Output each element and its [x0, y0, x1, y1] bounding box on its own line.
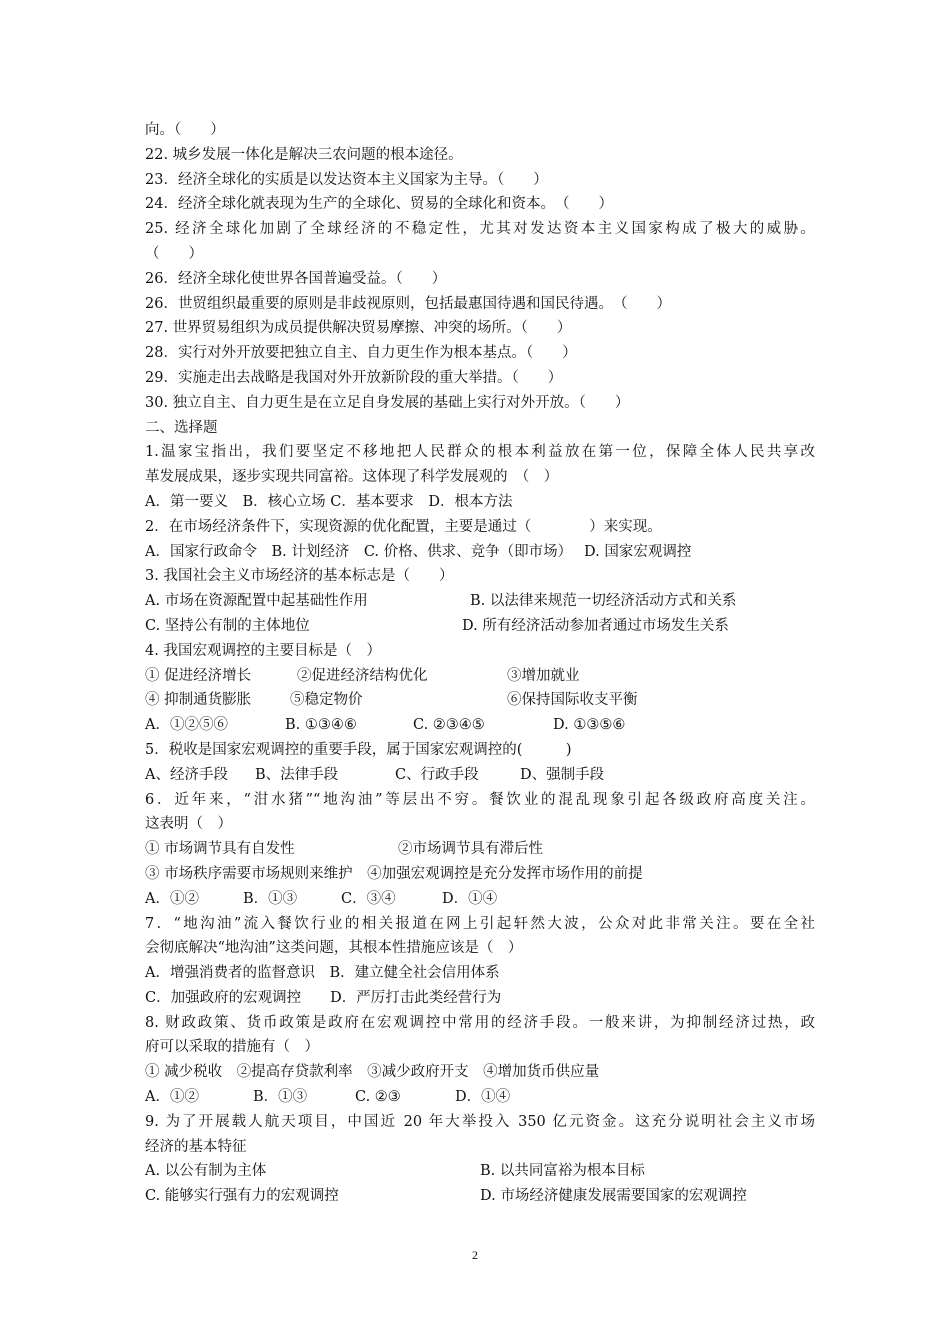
- statement: ③增加就业: [507, 667, 580, 684]
- text-line: 29．实施走出去战略是我国对外开放新阶段的重大举措。（ ）: [145, 369, 563, 386]
- options-line: A．国家行政命令 B. 计划经济 C. 价格、供求、竞争（即市场） D. 国家宏观调控: [145, 543, 692, 560]
- option: D．①④: [455, 1089, 511, 1106]
- option: D．①④: [442, 890, 498, 907]
- question-2: 2．在市场经济条件下，实现资源的优化配置，主要是通过（ ）来实现。: [145, 518, 662, 535]
- option: A、经济手段: [145, 766, 228, 783]
- option: B. 以共同富裕为根本目标: [480, 1163, 645, 1180]
- option: A. 市场在资源配置中起基础性作用: [145, 593, 368, 610]
- option: D. ①③⑤⑥: [553, 717, 626, 734]
- page-number: 2: [472, 1248, 478, 1262]
- statement: ① 促进经济增长: [145, 667, 252, 684]
- question-4: 4. 我国宏观调控的主要目标是（ ）: [145, 642, 381, 659]
- text-line: 向。（ ）: [145, 122, 225, 138]
- text-line: 22. 城乡发展一体化是解决三农问题的根本途径。: [145, 146, 463, 163]
- option: B．①③: [253, 1089, 308, 1106]
- option: C. ②③④⑤: [413, 717, 485, 734]
- option: C. 坚持公有制的主体地位: [145, 617, 310, 634]
- statements-line: [145, 837, 815, 862]
- text-line: 23．经济全球化的实质是以发达资本主义国家为主导。（ ）: [145, 171, 548, 188]
- text-line: 府可以采取的措施有（ ）: [145, 1039, 319, 1056]
- statement: ⑥保持国际收支平衡: [507, 692, 638, 709]
- text-line: 革发展成果，逐步实现共同富裕。这体现了科学发展观的 （ ）: [145, 469, 559, 486]
- statement: ②市场调节具有滞后性: [398, 841, 543, 858]
- option: A. 以公有制为主体: [145, 1163, 267, 1180]
- question-5: 5．税收是国家宏观调控的重要手段，属于国家宏观调控的( ): [145, 741, 572, 758]
- options-line: A．增强消费者的监督意识 B．建立健全社会信用体系: [145, 965, 500, 982]
- option: B、法律手段: [255, 766, 339, 783]
- text-line: 25. 经济全球化加剧了全球经济的不稳定性，尤其对发达资本主义国家构成了极大的威胁。: [145, 221, 815, 238]
- option: C. ②③: [355, 1089, 401, 1106]
- options-line: A．第一要义 B．核心立场 C．基本要求 D．根本方法: [145, 493, 513, 510]
- option: B. ①③④⑥: [285, 717, 357, 734]
- options-line: [145, 1184, 815, 1209]
- text-line: （ ）: [145, 245, 203, 262]
- statement: ① 市场调节具有自发性: [145, 841, 295, 858]
- option: B．①③: [243, 890, 298, 907]
- statements-line: [145, 664, 815, 689]
- text-line: 经济的基本特征: [145, 1138, 247, 1155]
- text-line: 28．实行对外开放要把独立自主、自力更生作为根本基点。（ ）: [145, 345, 577, 362]
- document-body: [145, 118, 815, 1209]
- text-line: 30. 独立自主、自力更生是在立足自身发展的基础上实行对外开放。（ ）: [145, 394, 630, 411]
- options-line: [145, 887, 815, 912]
- option: A．①②⑤⑥: [145, 717, 228, 734]
- question-8: 8. 财政政策、货币政策是政府在宏观调控中常用的经济手段。一般来讲，为抑制经济过热，政: [145, 1014, 815, 1031]
- question-3: 3. 我国社会主义市场经济的基本标志是（ ）: [145, 568, 454, 585]
- options-line: [145, 1085, 815, 1110]
- text-line: 26．世贸组织最重要的原则是非歧视原则，包括最惠国待遇和国民待遇。 （ ）: [145, 295, 671, 312]
- options-line: [145, 1159, 815, 1184]
- option: C．③④: [341, 890, 396, 907]
- statements-line: ③ 市场秩序需要市场规则来维护 ④加强宏观调控是充分发挥市场作用的前提: [145, 865, 643, 882]
- section-heading: 二、选择题: [145, 419, 218, 436]
- option: D. 市场经济健康发展需要国家的宏观调控: [480, 1188, 747, 1205]
- statement: ④ 抑制通货膨胀: [145, 692, 252, 709]
- options-line: [145, 763, 815, 788]
- question-7: 7．“地沟油”流入餐饮行业的相关报道在网上引起轩然大波，公众对此非常关注。要在全社: [145, 915, 815, 932]
- option: D. 所有经济活动参加者通过市场发生关系: [462, 617, 729, 634]
- options-line: [145, 614, 815, 639]
- question-6: 6．近年来，“泔水猪”“地沟油”等层出不穷。餐饮业的混乱现象引起各级政府高度关注。: [145, 791, 815, 808]
- text-line: 24．经济全球化就表现为生产的全球化、贸易的全球化和资本。 （ ）: [145, 196, 613, 213]
- option: C、行政手段: [395, 766, 479, 783]
- question-1: 1.温家宝指出，我们要坚定不移地把人民群众的根本利益放在第一位，保障全体人民共享改: [145, 444, 815, 461]
- option: D、强制手段: [520, 766, 605, 783]
- text-line: 会彻底解决“地沟油”这类问题，其根本性措施应该是（ ）: [145, 940, 523, 957]
- options-line: [145, 713, 815, 738]
- statements-line: ① 减少税收 ②提高存贷款利率 ③减少政府开支 ④增加货币供应量: [145, 1064, 600, 1081]
- option: C. 能够实行强有力的宏观调控: [145, 1188, 339, 1205]
- option: A．①②: [145, 890, 199, 907]
- statements-line: [145, 688, 815, 713]
- statement: ⑤稳定物价: [290, 692, 363, 709]
- options-line: C．加强政府的宏观调控 D．严厉打击此类经营行为: [145, 989, 502, 1006]
- option: B. 以法律来规范一切经济活动方式和关系: [470, 593, 737, 610]
- option: A．①②: [145, 1089, 199, 1106]
- text-line: 这表明（ ）: [145, 816, 232, 833]
- question-9: 9. 为了开展载人航天项目，中国近 20 年大举投入 350 亿元资金。这充分说明社会主义市场: [145, 1113, 815, 1130]
- statement: ②促进经济结构优化: [297, 667, 428, 684]
- options-line: [145, 589, 815, 614]
- text-line: 26．经济全球化使世界各国普遍受益。（ ）: [145, 270, 447, 287]
- text-line: 27. 世界贸易组织为成员提供解决贸易摩擦、冲突的场所。（ ）: [145, 320, 572, 337]
